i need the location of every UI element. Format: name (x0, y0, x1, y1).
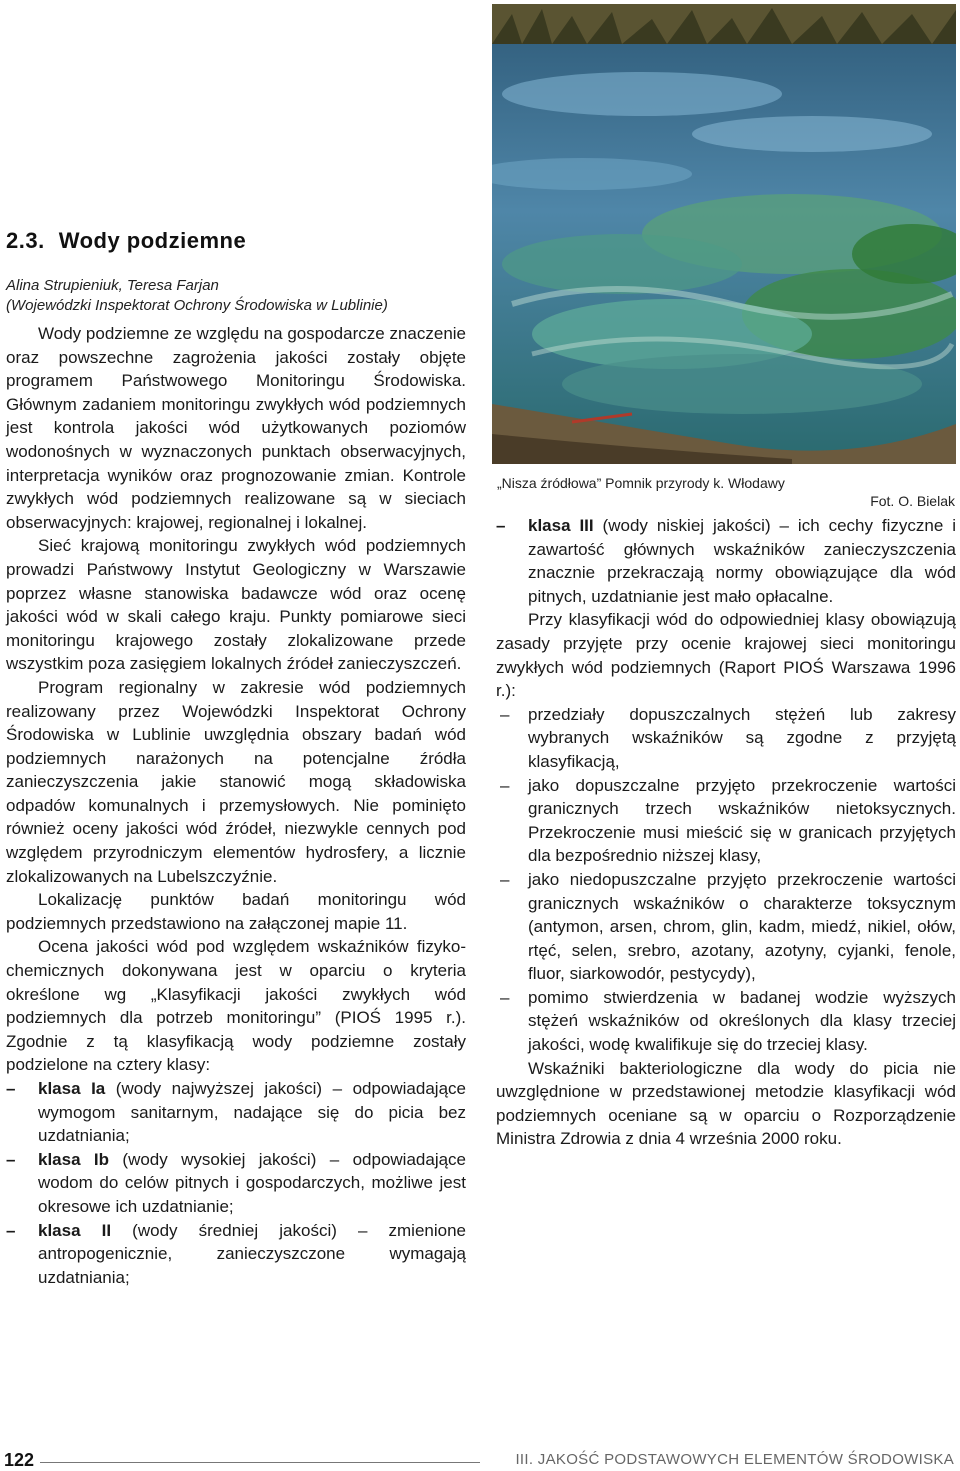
spring-photo-image (492, 4, 956, 464)
rule-item (496, 868, 956, 986)
list-dash: – (500, 704, 510, 724)
author-affiliation: (Wojewódzki Inspektorat Ochrony Środowiska w Lublinie) (6, 297, 388, 314)
class-name: klasa Ia (38, 1079, 106, 1098)
paragraph: Wskaźniki bakteriologiczne dla wody do picia nie uwzględnione w przedstawionej metodzie klasyfikacji wód podziemnych oceniane są w oparciu o Rozporządzenie Ministra Zdrowia z dnia 4 września 2000 roku. (496, 1058, 956, 1149)
rule-item (496, 774, 956, 868)
class-description: (wody średniej jakości) – zmienione antropogenicznie, zanieczyszczone wymagają uzdatniania; (38, 1220, 467, 1287)
list-dash: – (6, 1149, 16, 1169)
paragraph: Ocena jakości wód pod względem wskaźników fizyko-chemicznych dokonywana jest w oparciu o kryteria określone wg „Klasyfikacji jakości zwykłych wód podziemnych dla potrzeb monitoringu” (PIOŚ 1995 r.). Zgodnie z tą klasyfikacją wody podziemne zostały podzielone na cztery klasy: (6, 937, 466, 1075)
class-name: klasa III (528, 516, 594, 535)
chapter-title: III. JAKOŚĆ PODSTAWOWYCH ELEMENTÓW ŚRODOWISKA (515, 1451, 954, 1468)
class-name: klasa II (38, 1220, 112, 1240)
author-names: Alina Strupieniuk, Teresa Farjan (6, 277, 219, 294)
class-description: (wody niskiej jakości) – ich cechy fizyczne i zawartość głównych wskaźników zanieczyszczenia znacznie przekraczają normy obowiązujące dla wód pitnych, uzdatnianie jest mało opłacalne. (528, 516, 957, 606)
page-number: 122 (4, 1450, 35, 1470)
paragraph: Przy klasyfikacji wód do odpowiedniej klasy obowiązują zasady przyjęte przy ocenie krajowej sieci monitoringu zwykłych wód podziemnych (Raport PIOŚ Warszawa 1996 r.): (496, 610, 956, 701)
class-name: klasa Ib (38, 1149, 110, 1169)
list-dash: – (500, 869, 510, 889)
section-number: 2.3. (6, 228, 45, 253)
paragraph: Wody podziemne ze względu na gospodarcze znaczenie oraz powszechne zagrożenia jakości zostały objęte programem Państwowego Monitoringu Środowiska. Głównym zadaniem monitoringu zwykłych wód podziemnych jest kontrola jakości wód użytkowanych poziomów wodonośnych w wyznaczonych punktach obserwacyjnych, interpretacja wyników oraz prognozowanie zmian. Kontrole zwykłych wód podziemnych realizowane są w sieciach obserwacyjnych: krajowej, regionalnej i lokalnej. (6, 324, 466, 532)
list-dash: – (500, 987, 510, 1007)
rule-text: jako niedopuszczalne przyjęto przekroczenie wartości granicznych wskaźników o charakterze toksycznym (antymon, arsen, chrom, glin, kadm, miedź, nikiel, ołów, rtęć, selen, srebro, azotany, azotyny, cyjanki, fenole, fluor, siarkowodór, pestycydy), (528, 869, 956, 984)
list-dash: – (500, 775, 510, 795)
rule-text: jako dopuszczalne przyjęto przekroczenie wartości granicznych trzech wskaźników nietoksycznych. Przekroczenie musi mieścić się w granicach przyjętych dla bezpośrednio niższej klasy, (528, 775, 956, 866)
photo-caption (497, 474, 955, 510)
class-item-ii (6, 1219, 466, 1290)
photo-caption-text: „Nisza źródłowa” Pomnik przyrody k. Włodawy (497, 475, 785, 491)
class-description: (wody najwyższej jakości) – odpowiadające wymogom sanitarnym, nadające się do picia bez uzdatniania; (38, 1079, 466, 1146)
right-column (496, 514, 956, 1151)
class-item-ia (6, 1077, 466, 1148)
rule-item (496, 986, 956, 1057)
spring-photo (492, 4, 956, 464)
list-dash: – (6, 1079, 16, 1098)
class-description: (wody wysokiej jakości) – odpowiadające wodom do celów pitnych i gospodarczych, możliwe jest okresowe ich uzdatnianie; (38, 1149, 467, 1216)
section-title: Wody podziemne (58, 228, 247, 253)
class-item-ib (6, 1148, 466, 1219)
rule-item (496, 703, 956, 774)
paragraph: Lokalizację punktów badań monitoringu wód podziemnych przedstawiono na załączonej mapie 11. (6, 890, 466, 933)
paragraph: Program regionalny w zakresie wód podziemnych realizowany przez Wojewódzki Inspektorat Ochrony Środowiska w Lublinie uwzględnia obszary badań wód podziemnych narażonych na potencjalne źródła zanieczyszczenia jakie stanowić mogą składowiska odpadów komunalnych i przemysłowych. Nie pominięto również oceny jakości wód źródeł, niezwykle cennych pod względem przyrodniczym elementów hydrosfery, a licznie zlokalizowanych na Lubelszczyźnie. (6, 677, 466, 886)
left-column (6, 322, 466, 1289)
paragraph: Sieć krajową monitoringu zwykłych wód podziemnych prowadzi Państwowy Instytut Geologiczny w Warszawie poprzez własne stanowiska badawcze wód oraz ocenę jakości wód w skali całego kraju. Punkty pomiarowe sieci monitoringu krajowego zostały zlokalizowane przede wszystkim poza zasięgiem lokalnych źródeł zanieczyszczeń. (6, 536, 466, 674)
list-dash: – (6, 1220, 16, 1240)
authors-block (6, 276, 482, 316)
rule-text: pomimo stwierdzenia w badanej wodzie wyższych stężeń wskaźników od określonych dla klasy trzeciej jakości, wodę kwalifikuje się do trzeciej klasy. (528, 987, 956, 1055)
list-dash: – (496, 516, 506, 535)
section-heading (6, 228, 246, 254)
rule-text: przedziały dopuszczalnych stężeń lub zakresy wybranych wskaźników są zgodne z przyjętą klasyfikacją, (528, 704, 956, 771)
footer-divider (40, 1462, 480, 1463)
class-item-iii (496, 514, 956, 608)
photo-credit: Fot. O. Bielak (870, 493, 955, 509)
